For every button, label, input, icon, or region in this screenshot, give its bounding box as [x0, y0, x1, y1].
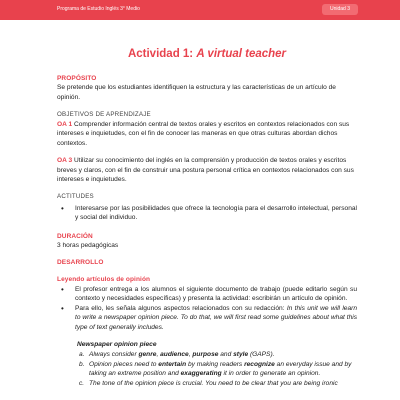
oa3-tag: OA 3: [57, 157, 73, 165]
actitudes-heading: ACTITUDES: [57, 192, 94, 200]
bullet-2-italic: In this unit we will learn to write a newspaper opinion piece. To do that, we will first read some guidelines about what this type of text generally includes.: [75, 304, 357, 331]
oa1-tag: OA 1: [57, 120, 73, 128]
activity-title-prefix: Actividad 1:: [127, 48, 197, 60]
document-body: [57, 20, 357, 388]
unit-badge: Unidad 3: [322, 4, 358, 15]
section-actitudes: [57, 193, 357, 223]
guideline-b-pre: Opinion pieces need to: [89, 360, 159, 368]
oa3-text: Utilizar su conocimiento del inglés en la comprensión y producción de textos orales y escritos breves y claros, con el fin de construir una postura personal crítica en contextos relacionados con sus intereses e inquietudes.: [57, 157, 354, 184]
guideline-c: [79, 379, 357, 389]
guideline-b-mid1: by making readers: [186, 360, 245, 368]
guideline-a-label: a.: [79, 350, 85, 358]
guideline-a: [79, 350, 357, 360]
section-desarrollo: [57, 258, 357, 388]
actitudes-item: • Interesarse por las posibilidades que ofrece la tecnología para el desarrollo intelectual, personal y social del individuo.: [57, 204, 357, 223]
activity-title: [57, 46, 357, 62]
desarrollo-list: [57, 285, 357, 333]
guideline-a-sep2: ,: [188, 350, 193, 358]
guideline-a-pre: Always consider: [89, 350, 139, 358]
guidelines-list: [79, 350, 357, 388]
desarrollo-subheading: Leyendo artículos de opinión: [57, 276, 151, 284]
section-objetivos: [57, 111, 357, 185]
page-header-bar: [0, 0, 400, 20]
guideline-b-label: b.: [79, 360, 85, 368]
duracion-heading: DURACIÓN: [57, 232, 93, 240]
guideline-b-entertain: entertain: [158, 360, 187, 368]
bullet-2-plain: Para ello, les señala algunos aspectos relacionados con su redacción:: [75, 304, 287, 312]
oa1-text: Comprender información central de textos orales y escritos en contextos relacionados con sus intereses e inquietudes, con el fin de conocer las maneras en que otras culturas abordan dichos contextos.: [57, 120, 350, 147]
objetivos-heading: OBJETIVOS DE APRENDIZAJE: [57, 110, 151, 118]
section-proposito: [57, 74, 357, 103]
program-title: Programa de Estudio Inglés 3° Medio: [57, 6, 140, 12]
activity-title-italic: A virtual teacher: [196, 48, 287, 60]
desarrollo-heading: DESARROLLO: [57, 258, 104, 266]
duracion-text: 3 horas pedagógicas: [57, 242, 119, 250]
guideline-b-exaggerating: exaggerating: [180, 370, 222, 378]
guideline-a-purpose: purpose: [192, 350, 219, 358]
guideline-b-post: it in order to generate an opinion.: [221, 370, 321, 378]
proposito-heading: PROPÓSITO: [57, 75, 97, 82]
guideline-b: [79, 360, 357, 379]
guideline-a-post: (GAPS).: [248, 350, 275, 358]
section-duracion: [57, 232, 357, 251]
guideline-c-text: The tone of the opinion piece is crucial. You need to be clear that you are being ironic: [89, 379, 338, 387]
guideline-a-genre: genre: [138, 350, 157, 358]
guideline-a-sep3: and: [218, 350, 234, 358]
guideline-a-sep1: ,: [156, 350, 161, 358]
guideline-b-mid2: an everyday issue and by taking an extreme position and: [89, 360, 352, 378]
oa1-paragraph: [57, 120, 357, 149]
guideline-a-audience: audience: [160, 350, 189, 358]
actitudes-list: [57, 204, 357, 223]
guideline-a-style: style: [233, 350, 249, 358]
piece-title: Newspaper opinion piece: [77, 341, 157, 349]
desarrollo-bullet-2: [57, 304, 357, 333]
guideline-b-recognize: recognize: [244, 360, 275, 368]
proposito-text: Se pretende que los estudiantes identifiquen la estructura y las características de un artículo de opinión.: [57, 84, 336, 101]
guideline-c-label: c.: [79, 379, 85, 387]
desarrollo-bullet-1: • El profesor entrega a los alumnos el siguiente documento de trabajo (puede editarlo según su contexto y necesidades específicas) y presenta la actividad: escribirán un artículo de opinión.: [57, 285, 357, 304]
oa3-paragraph: [57, 156, 357, 185]
